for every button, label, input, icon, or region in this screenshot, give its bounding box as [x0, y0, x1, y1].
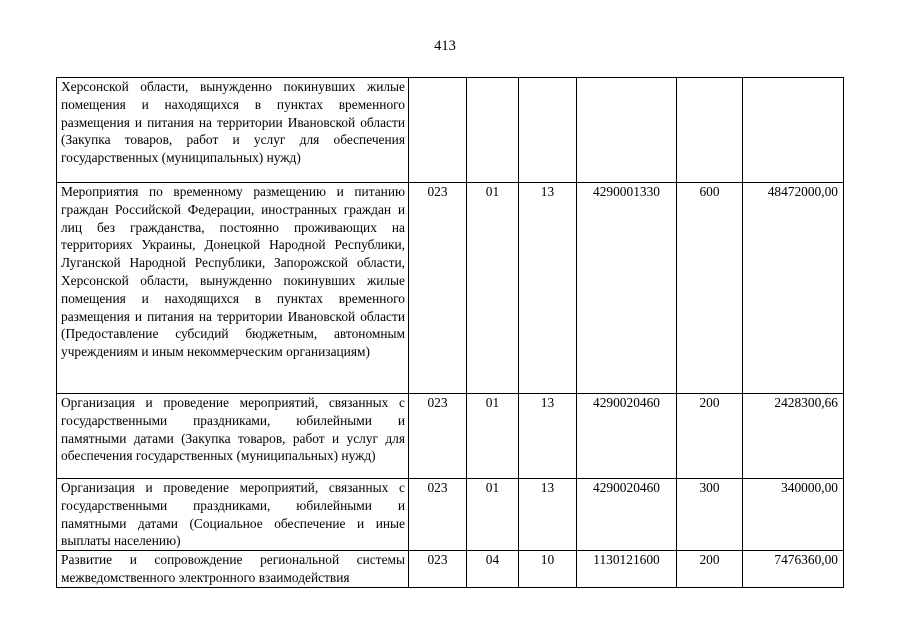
table-row	[57, 551, 844, 588]
section-code-cell	[467, 78, 519, 183]
table-row	[57, 479, 844, 551]
expense-type-cell: 600	[677, 183, 743, 394]
subsection-code-cell: 10	[519, 551, 577, 588]
amount-cell	[743, 78, 844, 183]
description-cell: Херсонской области, вынужденно покинувших жилые помещения и находящихся в пунктах временного размещения и питания на территории Ивановской области (Закупка товаров, работ и услуг для обеспечения государственных (муниципальных) нужд)	[57, 78, 409, 183]
amount-cell: 340000,00	[743, 479, 844, 551]
budget-table	[56, 77, 844, 588]
ministry-code-cell	[409, 78, 467, 183]
section-code-cell: 01	[467, 394, 519, 479]
ministry-code-cell: 023	[409, 479, 467, 551]
target-article-cell: 4290020460	[577, 479, 677, 551]
table-row	[57, 183, 844, 394]
ministry-code-cell: 023	[409, 394, 467, 479]
expense-type-cell: 200	[677, 551, 743, 588]
target-article-cell	[577, 78, 677, 183]
section-code-cell: 01	[467, 183, 519, 394]
amount-cell: 2428300,66	[743, 394, 844, 479]
table-row	[57, 394, 844, 479]
subsection-code-cell: 13	[519, 394, 577, 479]
subsection-code-cell: 13	[519, 183, 577, 394]
expense-type-cell	[677, 78, 743, 183]
section-code-cell: 04	[467, 551, 519, 588]
description-cell: Организация и проведение мероприятий, связанных с государственными праздниками, юбилейными и памятными датами (Закупка товаров, работ и услуг для обеспечения государственных (муниципальных) нужд)	[57, 394, 409, 479]
table-row	[57, 78, 844, 183]
ministry-code-cell: 023	[409, 183, 467, 394]
ministry-code-cell: 023	[409, 551, 467, 588]
subsection-code-cell	[519, 78, 577, 183]
section-code-cell: 01	[467, 479, 519, 551]
amount-cell: 7476360,00	[743, 551, 844, 588]
expense-type-cell: 200	[677, 394, 743, 479]
target-article-cell: 4290001330	[577, 183, 677, 394]
target-article-cell: 4290020460	[577, 394, 677, 479]
subsection-code-cell: 13	[519, 479, 577, 551]
description-cell: Мероприятия по временному размещению и питанию граждан Российской Федерации, иностранных граждан и лиц без гражданства, постоянно проживающих на территориях Украины, Донецкой Народной Республики, Луганской Народной Республики, Запорожской области, Херсонской области, вынужденно покинувших жилые помещения и находящихся в пунктах временного размещения и питания на территории Ивановской области (Предоставление субсидий бюджетным, автономным учреждениям и иным некоммерческим организациям)	[57, 183, 409, 394]
description-cell: Развитие и сопровождение региональной системы межведомственного электронного взаимодействия	[57, 551, 409, 588]
expense-type-cell: 300	[677, 479, 743, 551]
page-number: 413	[434, 38, 456, 54]
description-cell: Организация и проведение мероприятий, связанных с государственными праздниками, юбилейными и памятными датами (Социальное обеспечение и иные выплаты населению)	[57, 479, 409, 551]
target-article-cell: 1130121600	[577, 551, 677, 588]
amount-cell: 48472000,00	[743, 183, 844, 394]
